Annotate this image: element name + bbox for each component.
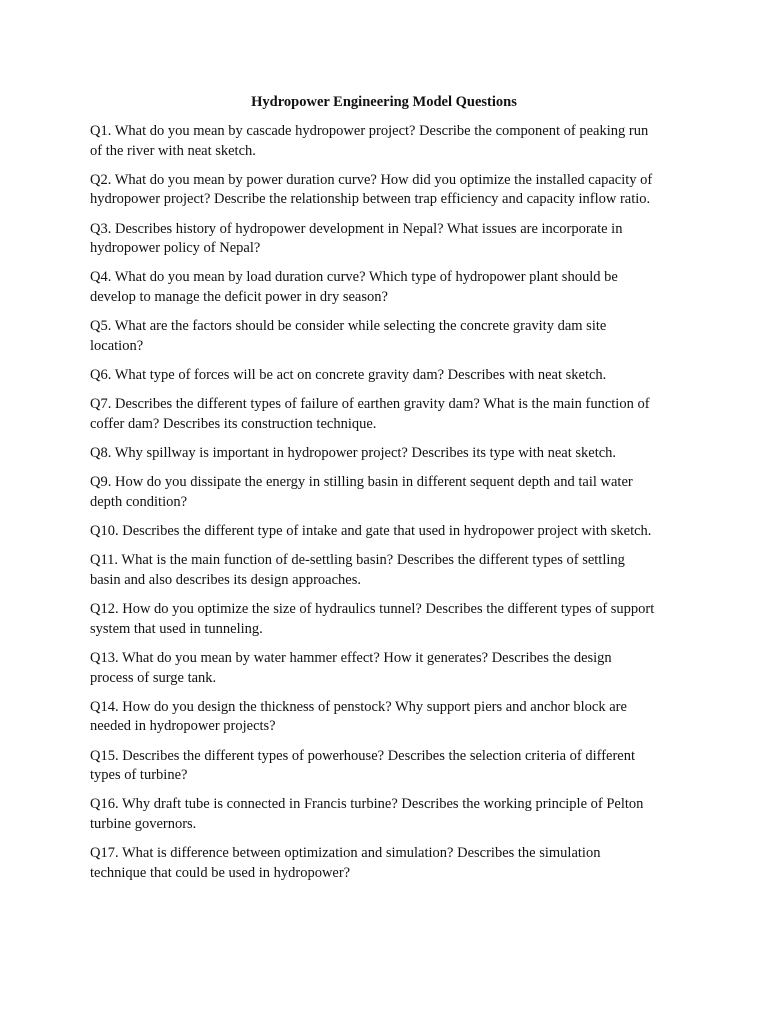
question-line: coffer dam? Describes its construction technique. <box>90 415 377 432</box>
question-item <box>90 268 690 307</box>
document-title: Hydropower Engineering Model Questions <box>251 94 517 110</box>
question-line: Q4. What do you mean by load duration curve? Which type of hydropower plant should be <box>90 269 618 286</box>
question-item <box>90 649 690 688</box>
question-item <box>90 522 690 542</box>
question-line: types of turbine? <box>90 767 188 784</box>
question-line: needed in hydropower projects? <box>90 718 276 735</box>
question-line: Q5. What are the factors should be consider while selecting the concrete gravity dam site <box>90 318 607 335</box>
question-item <box>90 317 690 356</box>
question-item <box>90 220 690 259</box>
question-list <box>90 122 690 893</box>
question-line: basin and also describes its design approaches. <box>90 571 361 588</box>
question-line: Q13. What do you mean by water hammer effect? How it generates? Describes the design <box>90 650 612 667</box>
question-item <box>90 844 690 883</box>
question-item <box>90 473 690 512</box>
question-item <box>90 600 690 639</box>
question-item <box>90 395 690 434</box>
question-item <box>90 122 690 161</box>
question-item <box>90 551 690 590</box>
question-line: system that used in tunneling. <box>90 620 263 637</box>
question-line: Q14. How do you design the thickness of penstock? Why support piers and anchor block are <box>90 698 627 715</box>
question-item <box>90 171 690 210</box>
question-item <box>90 444 690 464</box>
question-line: Q2. What do you mean by power duration curve? How did you optimize the installed capacity of <box>90 171 653 188</box>
question-line: Q1. What do you mean by cascade hydropower project? Describe the component of peaking run <box>90 123 649 139</box>
question-line: process of surge tank. <box>90 669 217 686</box>
question-item <box>90 747 690 786</box>
question-line: Q15. Describes the different types of powerhouse? Describes the selection criteria of different <box>90 747 636 764</box>
question-line: of the river with neat sketch. <box>90 142 256 159</box>
question-line: Q11. What is the main function of de-settling basin? Describes the different types of settling <box>90 552 625 569</box>
question-line: turbine governors. <box>90 815 197 832</box>
question-line: Q6. What type of forces will be act on concrete gravity dam? Describes with neat sketch. <box>90 366 607 383</box>
question-item <box>90 366 690 386</box>
question-line: Q9. How do you dissipate the energy in stilling basin in different sequent depth and tail water <box>90 474 633 491</box>
question-line: technique that could be used in hydropower? <box>90 864 351 881</box>
question-line: Q10. Describes the different type of intake and gate that used in hydropower project with sketch. <box>90 523 652 540</box>
question-line: develop to manage the deficit power in dry season? <box>90 288 388 305</box>
question-line: hydropower policy of Nepal? <box>90 240 261 257</box>
question-line: Q7. Describes the different types of failure of earthen gravity dam? What is the main function of <box>90 396 650 413</box>
question-line: Q17. What is difference between optimization and simulation? Describes the simulation <box>90 845 601 862</box>
question-item <box>90 795 690 834</box>
question-line: depth condition? <box>90 493 188 510</box>
question-line: Q16. Why draft tube is connected in Francis turbine? Describes the working principle of Pelton <box>90 796 644 813</box>
question-line: Q12. How do you optimize the size of hydraulics tunnel? Describes the different types of support <box>90 601 655 618</box>
question-line: hydropower project? Describe the relationship between trap efficiency and capacity inflow ratio. <box>90 191 651 208</box>
question-line: Q8. Why spillway is important in hydropower project? Describes its type with neat sketch. <box>90 445 617 462</box>
question-line: location? <box>90 337 144 354</box>
question-item <box>90 698 690 737</box>
question-line: Q3. Describes history of hydropower development in Nepal? What issues are incorporate in <box>90 220 623 237</box>
